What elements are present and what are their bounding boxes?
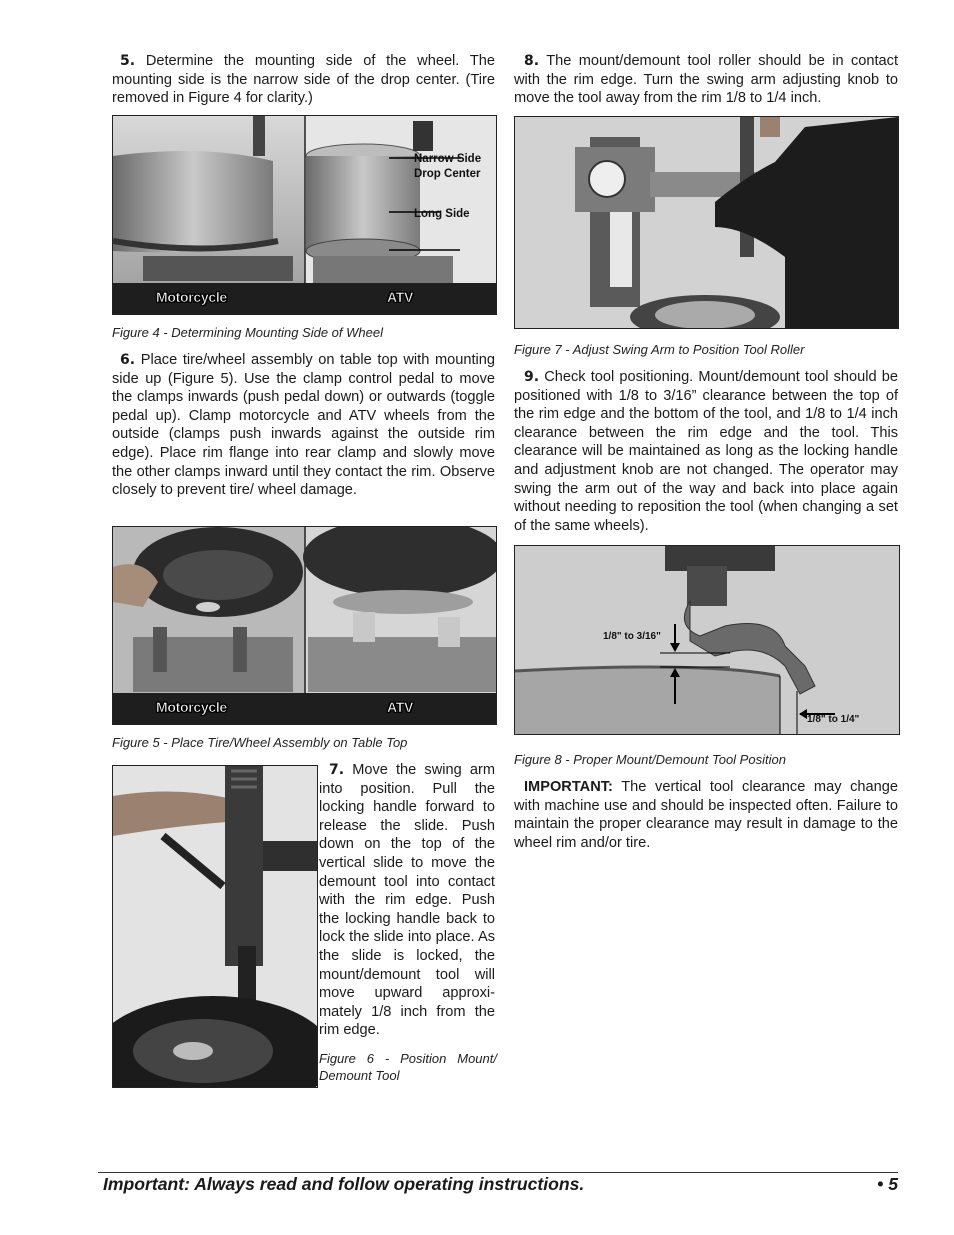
figure-6-caption: Figure 6 - Position Mount/ Demount Tool	[319, 1051, 497, 1083]
figure-5-photo	[112, 526, 497, 725]
figure-7-photo	[514, 116, 899, 329]
label-atv: ATV	[387, 699, 414, 715]
figure-4-photo	[112, 115, 497, 315]
step-number: 6.	[120, 352, 136, 368]
figure-6-photo	[112, 765, 318, 1088]
figure-7-caption: Figure 7 - Adjust Swing Arm to Position Tool Roller	[514, 342, 805, 357]
page-number: • 5	[877, 1174, 898, 1194]
step-5-paragraph	[112, 52, 495, 108]
step-8-paragraph	[514, 52, 898, 108]
step-text: Check tool positioning. Mount/demount tool should be positioned with 1/8 to 3/16” clearance between the top of the rim edge and the bottom of the tool, and 1/8 to 1/4 inch clearance between the rim edge and the tool. This clearance will be maintained as long as the locking handle and adjustment knob are not changed. The operator may swing the arm out of the way and back into place again without needing to reposition the tool (when changing a set of the same wheels).	[514, 369, 898, 534]
annotation-vertical-clearance: 1/8" to 3/16"	[603, 631, 661, 642]
figure-4-label-band	[113, 283, 496, 314]
step-number: 5.	[120, 53, 136, 69]
label-motorcycle: Motorcycle	[156, 289, 227, 305]
step-6-paragraph	[112, 351, 495, 500]
step-number: 9.	[524, 369, 540, 385]
figure-7-image	[515, 117, 898, 328]
figure-5-caption: Figure 5 - Place Tire/Wheel Assembly on Table Top	[112, 735, 408, 750]
label-motorcycle: Motorcycle	[156, 699, 227, 715]
figure-8-image	[515, 546, 899, 734]
step-text: Move the swing arm into position. Pull the locking handle forward to release the slide. Push down on the top of the vertical slide to move the demount tool into contact with the rim edge. Push the locking handle back to lock the slide into place. As the slide is locked, the mount/demount tool will move upward approxi- mately 1/8 inch from the rim edge.	[319, 762, 495, 1039]
step-text: Determine the mounting side of the wheel. The mounting side is the narrow side of the drop center. (Tire removed in Figure 4 for clarity.)	[112, 53, 495, 107]
important-paragraph	[514, 778, 898, 852]
important-text: The vertical tool clearance may change with machine use and should be inspected often. Failure to maintain the proper clearance may result in damage to the wheel rim and/or tire.	[514, 779, 898, 851]
annotation-drop-center: Drop Center	[414, 168, 481, 180]
figure-5-label-band	[113, 693, 496, 724]
label-atv: ATV	[387, 289, 414, 305]
annotation-horizontal-clearance: 1/8" to 1/4"	[807, 714, 860, 725]
step-7-paragraph	[319, 761, 495, 1040]
annotation-long-side: Long Side	[414, 208, 470, 220]
step-number: 7.	[329, 762, 345, 778]
step-number: 8.	[524, 53, 540, 69]
figure-8-caption: Figure 8 - Proper Mount/Demount Tool Position	[514, 752, 786, 767]
important-label: IMPORTANT:	[524, 779, 613, 795]
footer-rule	[98, 1172, 898, 1173]
step-text: Place tire/wheel assembly on table top with mounting side up (Figure 5). Use the clamp control pedal to move the clamps inwards (push pedal down) or outwards (toggle pedal up). Clamp motorcycle and ATV wheels from the outside (clamps push inwards against the outside rim edge). Place rim flange into rear clamp and slowly move the other clamps inward until they contact the rim. Observe closely to prevent tire/ wheel damage.	[112, 352, 495, 499]
figure-4-caption: Figure 4 - Determining Mounting Side of Wheel	[112, 325, 383, 340]
figure-6-image	[113, 766, 317, 1087]
footer-text: Important: Always read and follow operating instructions.	[103, 1174, 585, 1194]
annotation-narrow-side: Narrow Side	[414, 153, 482, 165]
step-9-paragraph	[514, 368, 898, 535]
step-text: The mount/demount tool roller should be in contact with the rim edge. Turn the swing arm adjusting knob to move the tool away from the rim 1/8 to 1/4 inch.	[514, 53, 898, 107]
figure-8-photo	[514, 545, 900, 735]
